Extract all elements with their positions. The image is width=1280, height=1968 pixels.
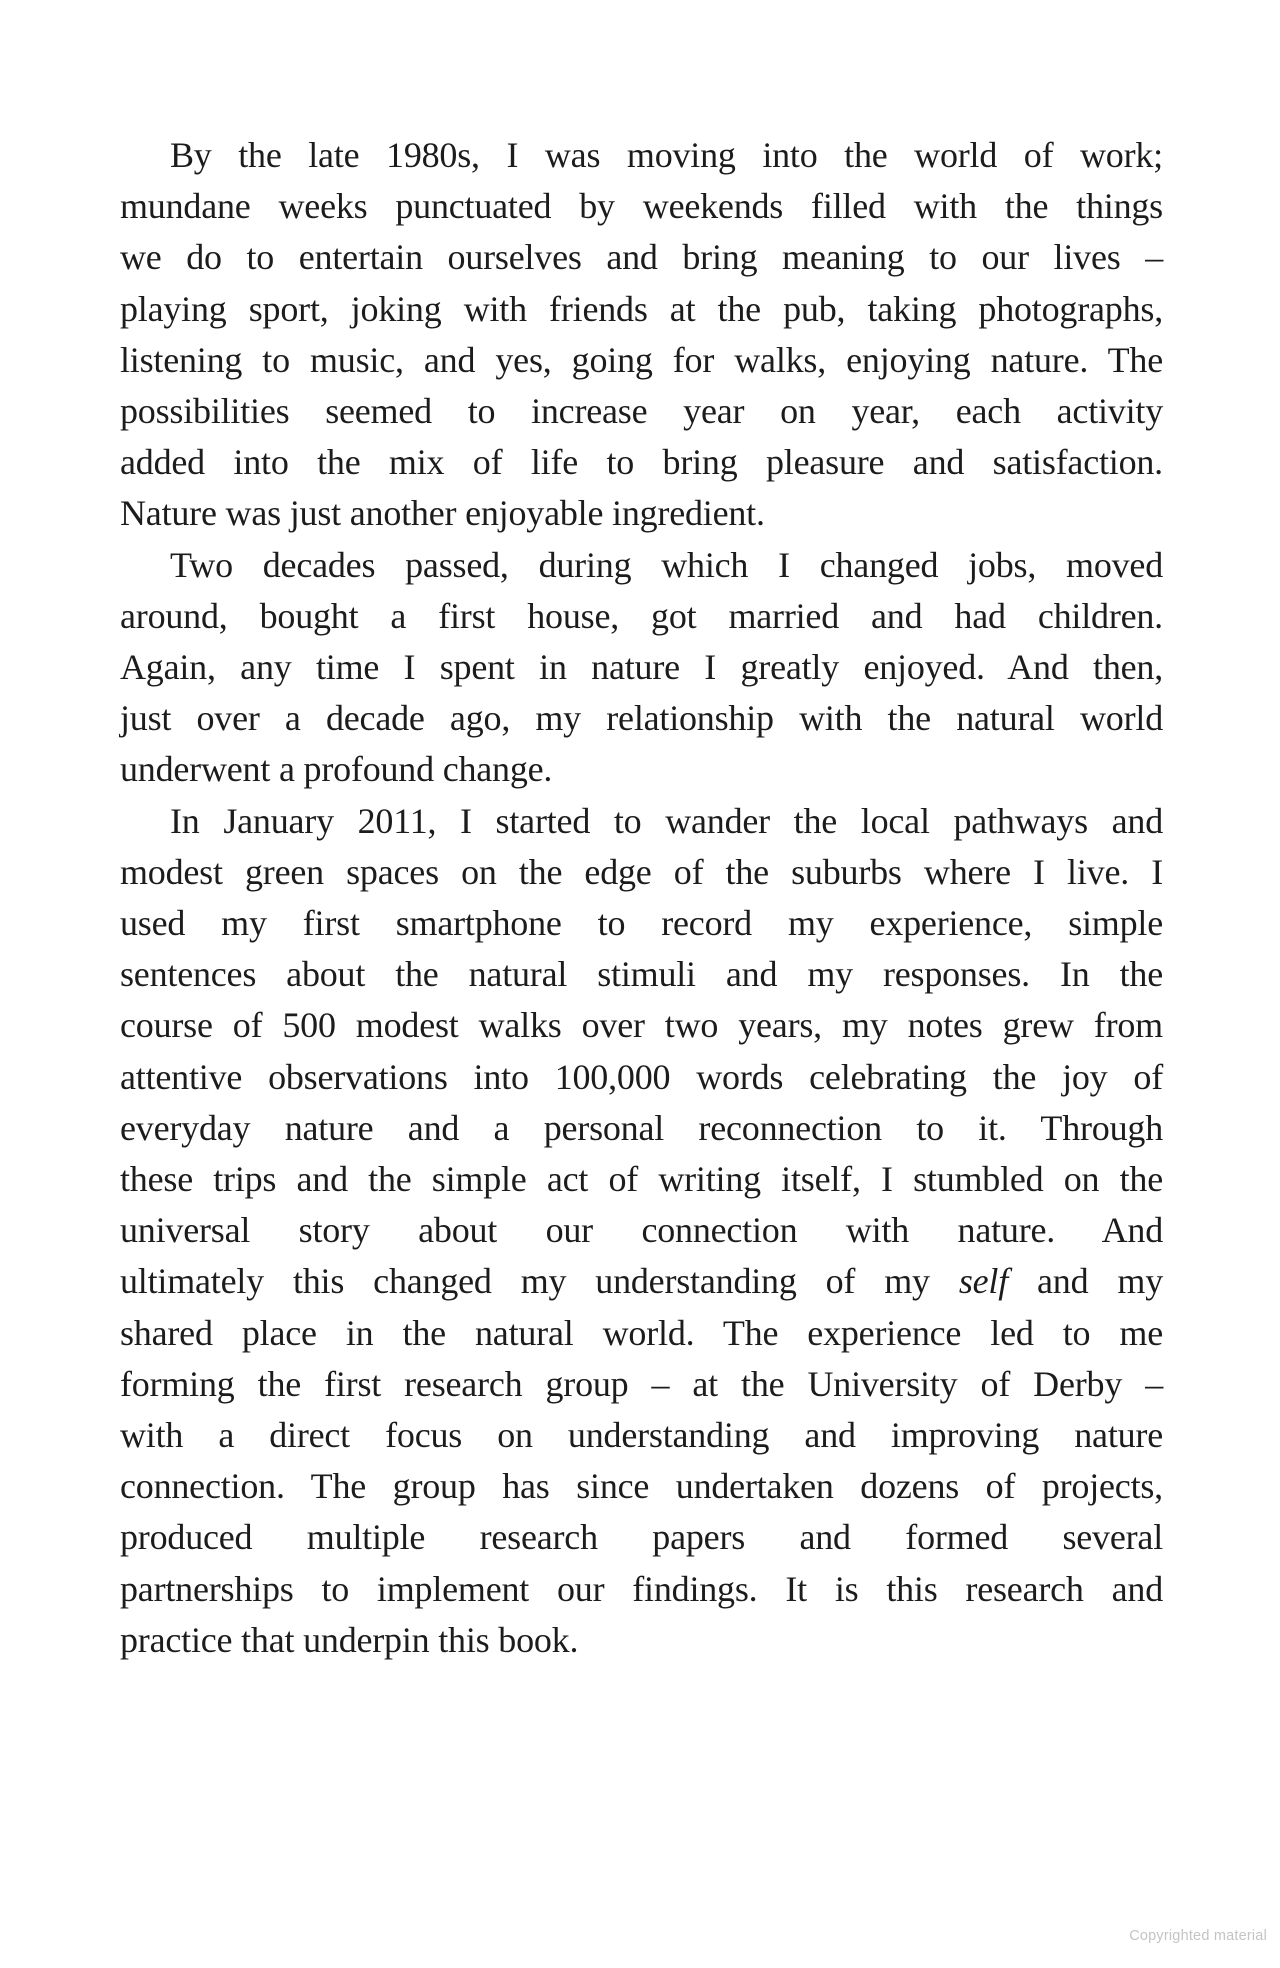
- text-line: connection. The group has since undertaken dozens of projects,: [120, 1466, 1163, 1507]
- text-line: Again, any time I spent in nature I greatly enjoyed. And then,: [120, 647, 1163, 688]
- body-text: [120, 130, 1163, 1666]
- text-line: In January 2011, I started to wander the local pathways and: [170, 800, 1163, 841]
- text-line: practice that underpin this book.: [120, 1619, 579, 1660]
- text-line: possibilities seemed to increase year on year, each activity: [120, 391, 1163, 432]
- text-line: By the late 1980s, I was moving into the world of work;: [170, 135, 1163, 175]
- text-line: these trips and the simple act of writing itself, I stumbled on the: [120, 1159, 1163, 1200]
- text-line: around, bought a first house, got married and had children.: [120, 595, 1163, 636]
- text-segment: and my: [1037, 1261, 1164, 1302]
- text-line-with-italic: [120, 1256, 1163, 1307]
- text-line: universal story about our connection with nature. And: [120, 1210, 1163, 1251]
- italic-text-segment: self: [958, 1261, 1009, 1302]
- text-line: Two decades passed, during which I changed jobs, moved: [170, 544, 1163, 585]
- paragraph-1: [120, 130, 1163, 540]
- text-line: playing sport, joking with friends at the pub, taking photographs,: [120, 288, 1163, 329]
- text-line: added into the mix of life to bring pleasure and satisfaction.: [120, 442, 1163, 483]
- text-line: listening to music, and yes, going for walks, enjoying nature. The: [120, 339, 1163, 380]
- paragraph-3: [120, 796, 1163, 1666]
- text-line: produced multiple research papers and formed several: [120, 1517, 1163, 1558]
- text-line: just over a decade ago, my relationship with the natural world: [120, 698, 1163, 739]
- text-line: underwent a profound change.: [120, 749, 553, 790]
- text-line: forming the first research group – at the University of Derby –: [120, 1363, 1163, 1404]
- text-line: everyday nature and a personal reconnection to it. Through: [120, 1107, 1163, 1148]
- text-line: shared place in the natural world. The experience led to me: [120, 1312, 1163, 1353]
- text-line: Nature was just another enjoyable ingredient.: [120, 493, 765, 534]
- paragraph-2: [120, 540, 1163, 796]
- text-line: with a direct focus on understanding and improving nature: [120, 1415, 1163, 1456]
- text-line: mundane weeks punctuated by weekends filled with the things: [120, 186, 1163, 227]
- text-line: used my first smartphone to record my experience, simple: [120, 903, 1163, 944]
- text-line: sentences about the natural stimuli and my responses. In the: [120, 954, 1163, 995]
- text-line: attentive observations into 100,000 words celebrating the joy of: [120, 1056, 1163, 1097]
- text-segment: ultimately this changed my understanding of my: [120, 1261, 930, 1302]
- text-line: course of 500 modest walks over two years, my notes grew from: [120, 1005, 1163, 1046]
- copyright-watermark: Copyrighted material: [1129, 1928, 1267, 1944]
- text-line: modest green spaces on the edge of the suburbs where I live. I: [120, 851, 1163, 892]
- text-line: we do to entertain ourselves and bring meaning to our lives –: [120, 237, 1163, 278]
- text-line: partnerships to implement our findings. It is this research and: [120, 1568, 1163, 1609]
